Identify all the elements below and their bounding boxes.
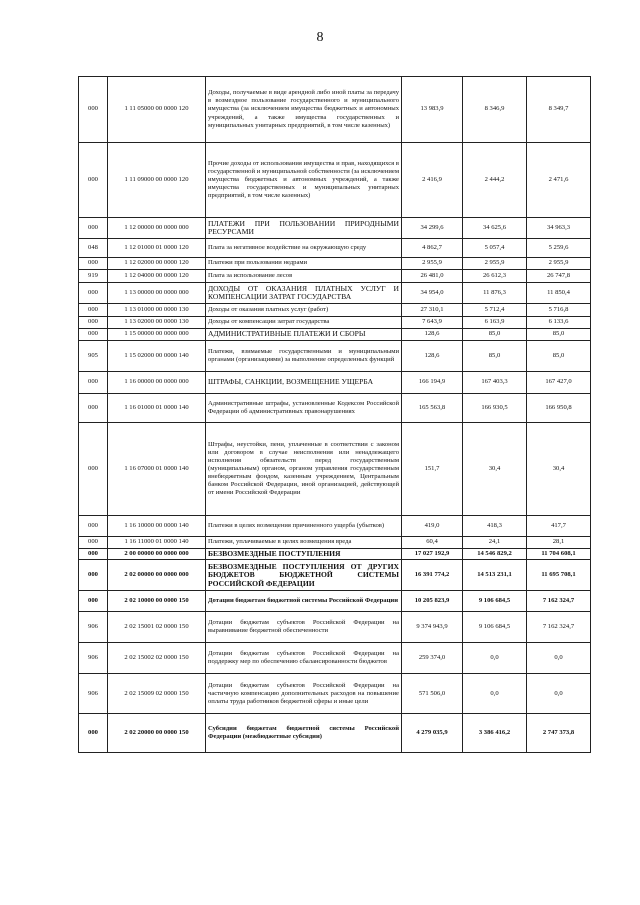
- amount-year-1-cell: 128,6: [402, 329, 463, 341]
- revenue-name-cell: Платежи, взимаемые государственными и муниципальными органами (организациями) за выполнение определенных функций: [206, 341, 402, 372]
- amount-year-1-cell: 259 374,0: [402, 643, 463, 674]
- amount-year-3-cell: 417,7: [527, 516, 591, 537]
- table-row: [79, 77, 591, 143]
- table-row: [79, 537, 591, 549]
- amount-year-3-cell: 85,0: [527, 341, 591, 372]
- amount-year-2-cell: 14 513 231,1: [463, 560, 527, 591]
- budget-class-code-cell: 1 16 00000 00 0000 000: [108, 372, 206, 394]
- table-row: [79, 423, 591, 516]
- revenue-name-cell: Доходы от компенсации затрат государства: [206, 317, 402, 329]
- admin-code-cell: 000: [79, 537, 108, 549]
- amount-year-1-cell: 419,0: [402, 516, 463, 537]
- amount-year-2-cell: 5 057,4: [463, 239, 527, 258]
- budget-class-code-cell: 1 12 04000 00 0000 120: [108, 270, 206, 283]
- amount-year-1-cell: 165 563,8: [402, 394, 463, 423]
- admin-code-cell: 000: [79, 283, 108, 304]
- amount-year-3-cell: 5 259,6: [527, 239, 591, 258]
- admin-code-cell: 000: [79, 258, 108, 270]
- admin-code-cell: 906: [79, 612, 108, 643]
- budget-class-code-cell: 1 11 05000 00 0000 120: [108, 77, 206, 143]
- amount-year-3-cell: 166 950,8: [527, 394, 591, 423]
- admin-code-cell: 000: [79, 304, 108, 317]
- table-row: [79, 549, 591, 560]
- budget-class-code-cell: 2 02 15009 02 0000 150: [108, 674, 206, 714]
- revenue-name-cell: Дотации бюджетам субъектов Российской Федерации на выравнивание бюджетной обеспеченности: [206, 612, 402, 643]
- revenue-name-cell: Дотации бюджетам субъектов Российской Федерации на поддержку мер по обеспечению сбалансированности бюджетов: [206, 643, 402, 674]
- table-row: [79, 714, 591, 753]
- amount-year-1-cell: 34 954,0: [402, 283, 463, 304]
- table-row: [79, 239, 591, 258]
- budget-class-code-cell: 1 16 07000 01 0000 140: [108, 423, 206, 516]
- amount-year-2-cell: 2 444,2: [463, 143, 527, 218]
- amount-year-2-cell: 167 403,3: [463, 372, 527, 394]
- amount-year-3-cell: 2 747 373,8: [527, 714, 591, 753]
- amount-year-2-cell: 3 386 416,2: [463, 714, 527, 753]
- amount-year-2-cell: 0,0: [463, 674, 527, 714]
- amount-year-1-cell: 34 299,6: [402, 218, 463, 239]
- admin-code-cell: 000: [79, 77, 108, 143]
- amount-year-2-cell: 85,0: [463, 329, 527, 341]
- budget-class-code-cell: 1 15 00000 00 0000 000: [108, 329, 206, 341]
- budget-class-code-cell: 2 02 20000 00 0000 150: [108, 714, 206, 753]
- amount-year-3-cell: 34 963,3: [527, 218, 591, 239]
- revenue-name-cell: Платежи при пользовании недрами: [206, 258, 402, 270]
- admin-code-cell: 000: [79, 329, 108, 341]
- budget-class-code-cell: 1 11 09000 00 0000 120: [108, 143, 206, 218]
- amount-year-2-cell: 9 106 684,5: [463, 591, 527, 612]
- amount-year-1-cell: 16 391 774,2: [402, 560, 463, 591]
- table-row: [79, 143, 591, 218]
- amount-year-2-cell: 166 930,5: [463, 394, 527, 423]
- table-row: [79, 674, 591, 714]
- admin-code-cell: 000: [79, 423, 108, 516]
- amount-year-2-cell: 9 106 684,5: [463, 612, 527, 643]
- amount-year-1-cell: 60,4: [402, 537, 463, 549]
- amount-year-1-cell: 2 416,9: [402, 143, 463, 218]
- amount-year-2-cell: 11 876,3: [463, 283, 527, 304]
- amount-year-3-cell: 11 704 608,1: [527, 549, 591, 560]
- admin-code-cell: 048: [79, 239, 108, 258]
- amount-year-1-cell: 9 374 943,9: [402, 612, 463, 643]
- amount-year-3-cell: 2 471,6: [527, 143, 591, 218]
- amount-year-1-cell: 13 983,9: [402, 77, 463, 143]
- revenue-name-cell: Доходы от оказания платных услуг (работ): [206, 304, 402, 317]
- amount-year-3-cell: 7 162 324,7: [527, 612, 591, 643]
- amount-year-3-cell: 0,0: [527, 674, 591, 714]
- amount-year-2-cell: 30,4: [463, 423, 527, 516]
- amount-year-2-cell: 8 346,9: [463, 77, 527, 143]
- budget-class-code-cell: 1 13 02000 00 0000 130: [108, 317, 206, 329]
- table-row: [79, 283, 591, 304]
- admin-code-cell: 000: [79, 714, 108, 753]
- revenue-name-cell: Субсидии бюджетам бюджетной системы Российской Федерации (межбюджетные субсидии): [206, 714, 402, 753]
- table-row: [79, 317, 591, 329]
- budget-class-code-cell: 1 15 02000 00 0000 140: [108, 341, 206, 372]
- amount-year-3-cell: 5 716,8: [527, 304, 591, 317]
- budget-class-code-cell: 1 13 01000 00 0000 130: [108, 304, 206, 317]
- table-row: [79, 329, 591, 341]
- budget-class-code-cell: 1 16 11000 01 0000 140: [108, 537, 206, 549]
- admin-code-cell: 000: [79, 560, 108, 591]
- amount-year-1-cell: 7 643,9: [402, 317, 463, 329]
- amount-year-2-cell: 5 712,4: [463, 304, 527, 317]
- budget-class-code-cell: 1 13 00000 00 0000 000: [108, 283, 206, 304]
- admin-code-cell: 906: [79, 674, 108, 714]
- amount-year-2-cell: 6 163,9: [463, 317, 527, 329]
- revenue-name-cell: БЕЗВОЗМЕЗДНЫЕ ПОСТУПЛЕНИЯ: [206, 549, 402, 560]
- table-row: [79, 341, 591, 372]
- revenue-name-cell: ШТРАФЫ, САНКЦИИ, ВОЗМЕЩЕНИЕ УЩЕРБА: [206, 372, 402, 394]
- table-row: [79, 372, 591, 394]
- amount-year-2-cell: 85,0: [463, 341, 527, 372]
- amount-year-3-cell: 7 162 324,7: [527, 591, 591, 612]
- amount-year-3-cell: 2 955,9: [527, 258, 591, 270]
- revenue-name-cell: Административные штрафы, установленные Кодексом Российской Федерации об административных правонарушениях: [206, 394, 402, 423]
- budget-class-code-cell: 1 12 00000 00 0000 000: [108, 218, 206, 239]
- table-row: [79, 270, 591, 283]
- revenue-name-cell: Дотации бюджетам бюджетной системы Российской Федерации: [206, 591, 402, 612]
- table-row: [79, 258, 591, 270]
- admin-code-cell: 906: [79, 643, 108, 674]
- admin-code-cell: 000: [79, 394, 108, 423]
- revenue-name-cell: АДМИНИСТРАТИВНЫЕ ПЛАТЕЖИ И СБОРЫ: [206, 329, 402, 341]
- amount-year-3-cell: 6 133,6: [527, 317, 591, 329]
- amount-year-1-cell: 128,6: [402, 341, 463, 372]
- amount-year-1-cell: 166 194,9: [402, 372, 463, 394]
- revenue-name-cell: ДОХОДЫ ОТ ОКАЗАНИЯ ПЛАТНЫХ УСЛУГ И КОМПЕНСАЦИИ ЗАТРАТ ГОСУДАРСТВА: [206, 283, 402, 304]
- amount-year-1-cell: 571 506,0: [402, 674, 463, 714]
- table-row: [79, 560, 591, 591]
- table-row: [79, 591, 591, 612]
- amount-year-2-cell: 2 955,9: [463, 258, 527, 270]
- revenue-name-cell: Штрафы, неустойки, пени, уплаченные в соответствии с законом или договором в случае неисполнения или ненадлежащего исполнения обязательств перед государственным (муниципальным) органом, органом управления государственным внебюджетным фондом, казенным учреждением, Центральным банком Российской Федерации, иной организацией, действующей от имени Российской Федерации: [206, 423, 402, 516]
- revenue-name-cell: БЕЗВОЗМЕЗДНЫЕ ПОСТУПЛЕНИЯ ОТ ДРУГИХ БЮДЖЕТОВ БЮДЖЕТНОЙ СИСТЕМЫ РОССИЙСКОЙ ФЕДЕРАЦИИ: [206, 560, 402, 591]
- amount-year-1-cell: 17 027 192,9: [402, 549, 463, 560]
- amount-year-3-cell: 11 695 708,1: [527, 560, 591, 591]
- amount-year-2-cell: 34 625,6: [463, 218, 527, 239]
- amount-year-3-cell: 30,4: [527, 423, 591, 516]
- table-row: [79, 394, 591, 423]
- admin-code-cell: 000: [79, 372, 108, 394]
- revenue-name-cell: Плата за использование лесов: [206, 270, 402, 283]
- amount-year-3-cell: 85,0: [527, 329, 591, 341]
- table-row: [79, 218, 591, 239]
- budget-class-code-cell: 2 00 00000 00 0000 000: [108, 549, 206, 560]
- budget-class-code-cell: 1 16 01000 01 0000 140: [108, 394, 206, 423]
- budget-class-code-cell: 2 02 10000 00 0000 150: [108, 591, 206, 612]
- table-row: [79, 304, 591, 317]
- amount-year-2-cell: 14 546 829,2: [463, 549, 527, 560]
- amount-year-2-cell: 26 612,3: [463, 270, 527, 283]
- revenue-name-cell: Доходы, получаемые в виде арендной либо иной платы за передачу в возмездное пользование государственного и муниципального имущества (за исключением имущества бюджетных и автономных учреждений, а также имущества государственных и муниципальных унитарных предприятий, в том числе казенных): [206, 77, 402, 143]
- admin-code-cell: 000: [79, 143, 108, 218]
- revenue-name-cell: Плата за негативное воздействие на окружающую среду: [206, 239, 402, 258]
- admin-code-cell: 000: [79, 591, 108, 612]
- revenue-name-cell: ПЛАТЕЖИ ПРИ ПОЛЬЗОВАНИИ ПРИРОДНЫМИ РЕСУРСАМИ: [206, 218, 402, 239]
- page-number: 8: [316, 30, 324, 45]
- amount-year-3-cell: 0,0: [527, 643, 591, 674]
- table-row: [79, 643, 591, 674]
- budget-class-code-cell: 2 02 15002 02 0000 150: [108, 643, 206, 674]
- admin-code-cell: 905: [79, 341, 108, 372]
- budget-revenue-table: [78, 76, 591, 753]
- table-row: [79, 612, 591, 643]
- budget-class-code-cell: 1 16 10000 00 0000 140: [108, 516, 206, 537]
- amount-year-3-cell: 11 850,4: [527, 283, 591, 304]
- admin-code-cell: 000: [79, 516, 108, 537]
- revenue-name-cell: Дотации бюджетам субъектов Российской Федерации на частичную компенсацию дополнительных расходов на повышение оплаты труда работников бюджетной сферы и иные цели: [206, 674, 402, 714]
- budget-class-code-cell: 2 02 15001 02 0000 150: [108, 612, 206, 643]
- amount-year-1-cell: 10 205 823,9: [402, 591, 463, 612]
- revenue-name-cell: Платежи, уплачиваемые в целях возмещения вреда: [206, 537, 402, 549]
- amount-year-1-cell: 26 481,0: [402, 270, 463, 283]
- admin-code-cell: 000: [79, 317, 108, 329]
- amount-year-2-cell: 0,0: [463, 643, 527, 674]
- table-row: [79, 516, 591, 537]
- admin-code-cell: 000: [79, 549, 108, 560]
- amount-year-1-cell: 2 955,9: [402, 258, 463, 270]
- amount-year-1-cell: 4 279 035,9: [402, 714, 463, 753]
- revenue-name-cell: Прочие доходы от использования имущества и прав, находящихся в государственной и муниципальной собственности (за исключением имущества бюджетных и автономных учреждений, а также имущества государственных и муниципальных унитарных предприятий, в том числе казенных): [206, 143, 402, 218]
- amount-year-2-cell: 418,3: [463, 516, 527, 537]
- admin-code-cell: 919: [79, 270, 108, 283]
- budget-class-code-cell: 1 12 02000 00 0000 120: [108, 258, 206, 270]
- amount-year-3-cell: 8 349,7: [527, 77, 591, 143]
- budget-class-code-cell: 2 02 00000 00 0000 000: [108, 560, 206, 591]
- amount-year-2-cell: 24,1: [463, 537, 527, 549]
- amount-year-1-cell: 27 310,1: [402, 304, 463, 317]
- amount-year-3-cell: 167 427,0: [527, 372, 591, 394]
- amount-year-1-cell: 4 862,7: [402, 239, 463, 258]
- revenue-name-cell: Платежи в целях возмещения причиненного ущерба (убытков): [206, 516, 402, 537]
- amount-year-1-cell: 151,7: [402, 423, 463, 516]
- budget-class-code-cell: 1 12 01000 01 0000 120: [108, 239, 206, 258]
- admin-code-cell: 000: [79, 218, 108, 239]
- amount-year-3-cell: 26 747,8: [527, 270, 591, 283]
- amount-year-3-cell: 28,1: [527, 537, 591, 549]
